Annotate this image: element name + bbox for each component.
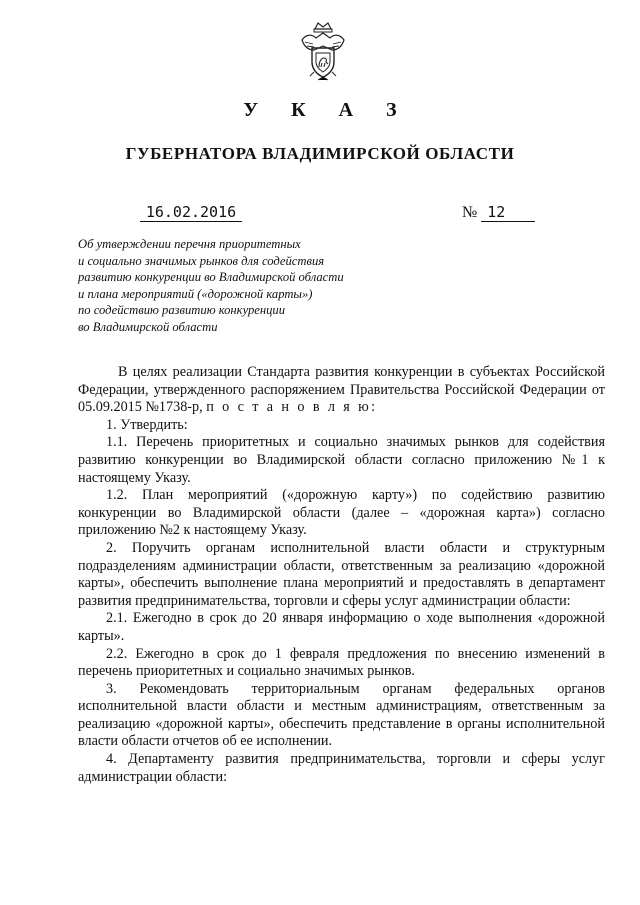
subject-line: и плана мероприятий («дорожной карты») xyxy=(78,286,313,301)
coat-of-arms-icon xyxy=(298,20,348,82)
subject-line: развитию конкуренции во Владимирской области xyxy=(78,270,344,285)
intro-text: В целях реализации Стандарта развития конкуренции в субъектах Российской Федерации, утвержденного распоряжением Правительства Российской Федерации от 05.09.2015 №1738-р, xyxy=(78,364,605,416)
document-date: 16.02.2016 xyxy=(140,203,242,222)
paragraph: 1.1. Перечень приоритетных и социально значимых рынков для содействия развитию конкуренции во Владимирской области согласно приложению №1 к настоящему Указу. xyxy=(78,434,605,486)
number-label: № xyxy=(462,204,478,221)
document-subject xyxy=(78,236,378,336)
subject-line: и социально значимых рынков для содействия xyxy=(78,253,325,268)
document-number xyxy=(462,203,535,222)
intro-paragraph xyxy=(78,364,605,417)
decree-word: п о с т а н о в л я ю: xyxy=(206,399,378,416)
paragraph: 1.2. План мероприятий («дорожную карту») по содействию развитию конкуренции во Владимирской области (далее – «дорожная карта») согласно приложению №2 к настоящему Указу. xyxy=(78,487,605,539)
paragraph: 1. Утвердить: xyxy=(106,416,188,433)
paragraph: 4. Департаменту развития предпринимательства, торговли и сферы услуг администрации области: xyxy=(78,751,605,785)
document-issuer: ГУБЕРНАТОРА ВЛАДИМИРСКОЙ ОБЛАСТИ xyxy=(125,144,515,163)
document-title: У К А З xyxy=(243,99,411,121)
paragraph: 2. Поручить органам исполнительной власти области и структурным подразделениям администрации области, ответственным за реализацию «дорожной карты», обеспечить выполнение плана мероприятий и предоставлять в департамент развития предпринимательства, торговли и сферы услуг администрации области: xyxy=(78,539,605,609)
subject-line: по содействию развитию конкуренции xyxy=(78,303,286,318)
paragraph: 2.1. Ежегодно в срок до 20 января информацию о ходе выполнения «дорожной карты». xyxy=(78,610,605,644)
paragraph: 2.2. Ежегодно в срок до 1 февраля предложения по внесению изменений в перечень приоритетных и социально значимых рынков. xyxy=(78,645,605,680)
paragraph: 3. Рекомендовать территориальным органам федеральных органов исполнительной власти области и местным администрациям, ответственным за реализацию «дорожной карты», обеспечить представление в органы исполнительной власти области отчетов об ее исполнении. xyxy=(78,680,605,750)
subject-line: во Владимирской области xyxy=(78,319,218,334)
subject-line: Об утверждении перечня приоритетных xyxy=(78,237,301,251)
number-value: 12 xyxy=(481,203,535,222)
document-body xyxy=(78,364,605,786)
